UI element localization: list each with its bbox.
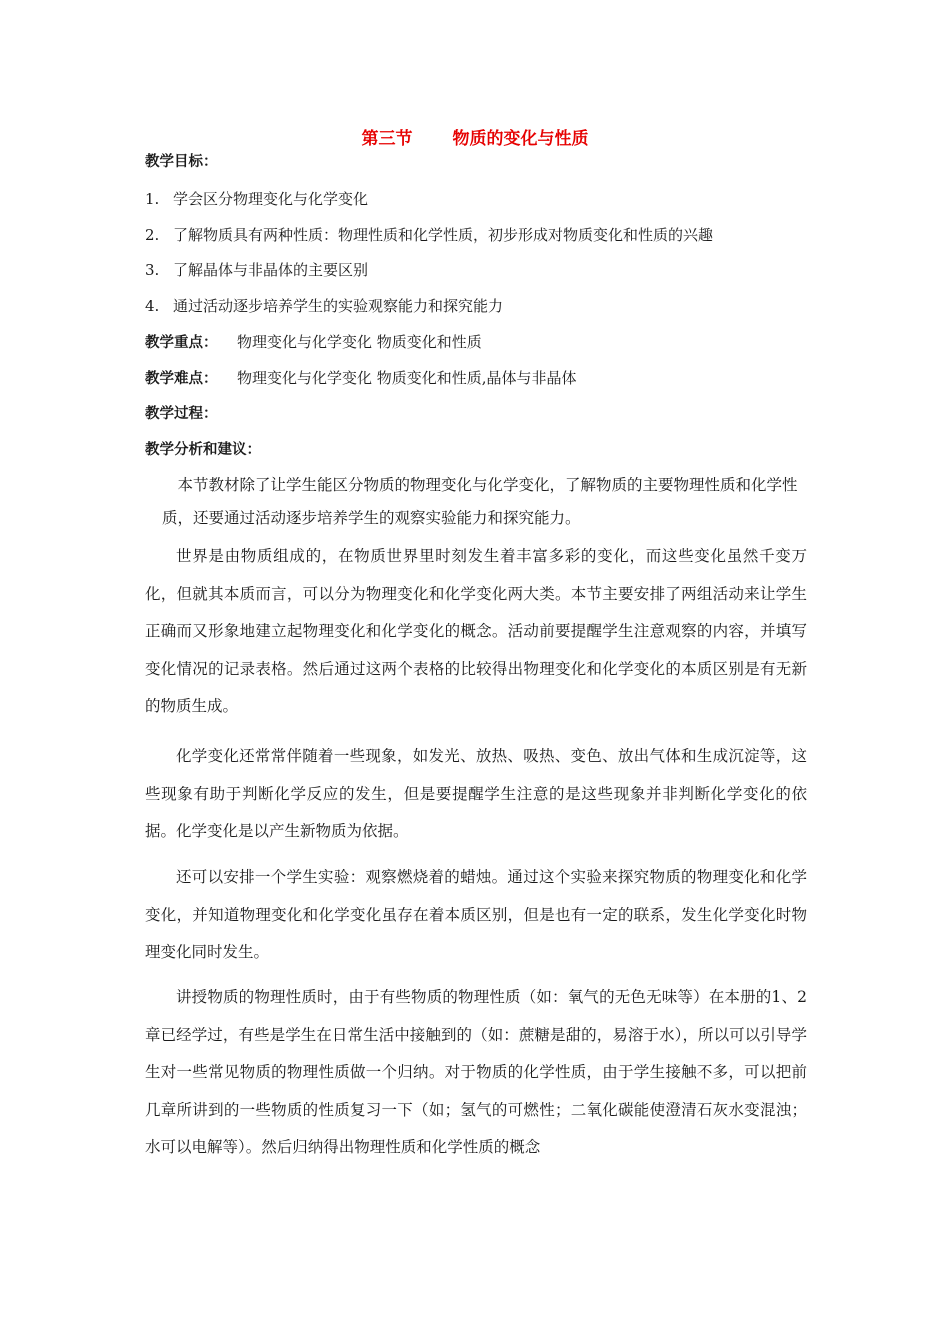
paragraph-intro: 本节教材除了让学生能区分物质的物理变化与化学变化，了解物质的主要物理性质和化学性质，还要通过活动逐步培养学生的观察实验能力和探究能力。 [162,476,798,527]
key-points-row [145,332,482,353]
process-heading: 教学过程： [145,406,218,422]
page-title [0,124,950,149]
objective-item [145,189,368,209]
difficulties-text: 物理变化与化学变化 物质变化和性质,晶体与非晶体 [237,369,577,387]
objective-text: 了解晶体与非晶体的主要区别 [173,261,369,279]
objective-number: 1. [145,190,160,208]
paragraph-candle-experiment: 还可以安排一个学生实验：观察燃烧着的蜡烛。通过这个实验来探究物质的物理变化和化学变化，并知道物理变化和化学变化虽存在着本质区别，但是也有一定的联系，发生化学变化时物理变化同时发生。 [145,868,807,961]
key-points-text: 物理变化与化学变化 物质变化和性质 [237,333,482,351]
difficulties-row [145,368,577,389]
difficulties-label: 教学难点： [145,371,218,387]
objective-item [145,296,503,316]
paragraph-world-matter: 世界是由物质组成的，在物质世界里时刻发生着丰富多彩的变化，而这些变化虽然千变万化，但就其本质而言，可以分为物理变化和化学变化两大类。本节主要安排了两组活动来让学生正确而又形象地建立起物理变化和化学变化的概念。活动前要提醒学生注意观察的内容，并填写变化情况的记录表格。然后通过这两个表格的比较得出物理变化和化学变化的本质区别是有无新的物质生成。 [145,547,807,715]
objective-number: 4. [145,297,160,315]
paragraph-chem-phenomena: 化学变化还常常伴随着一些现象，如发光、放热、吸热、变色、放出气体和生成沉淀等，这些现象有助于判断化学反应的发生，但是要提醒学生注意的是这些现象并非判断化学变化的依据。化学变化是以产生新物质为依据。 [145,747,807,840]
objective-item [145,260,368,280]
analysis-heading: 教学分析和建议： [145,442,261,458]
objective-text: 通过活动逐步培养学生的实验观察能力和探究能力 [173,297,504,315]
objective-text: 学会区分物理变化与化学变化 [173,190,369,208]
section-number: 第三节 [361,129,413,149]
objective-number: 2. [145,226,160,244]
section-name: 物质的变化与性质 [452,129,589,149]
objective-text: 了解物质具有两种性质：物理性质和化学性质，初步形成对物质变化和性质的兴趣 [173,226,714,244]
objective-number: 3. [145,261,160,279]
key-points-label: 教学重点： [145,335,218,351]
objectives-heading: 教学目标： [145,154,218,170]
objective-item [145,225,713,245]
paragraph-properties: 讲授物质的物理性质时，由于有些物质的物理性质（如：氧气的无色无味等）在本册的1、2章已经学过，有些是学生在日常生活中接触到的（如：蔗糖是甜的，易溶于水），所以可以引导学生对一些常见物质的物理性质做一个归纳。对于物质的化学性质，由于学生接触不多，可以把前几章所讲到的一些物质的性质复习一下（如；氢气的可燃性；二氧化碳能使澄清石灰水变混浊；水可以电解等）。然后归纳得出物理性质和化学性质的概念 [145,988,807,1156]
